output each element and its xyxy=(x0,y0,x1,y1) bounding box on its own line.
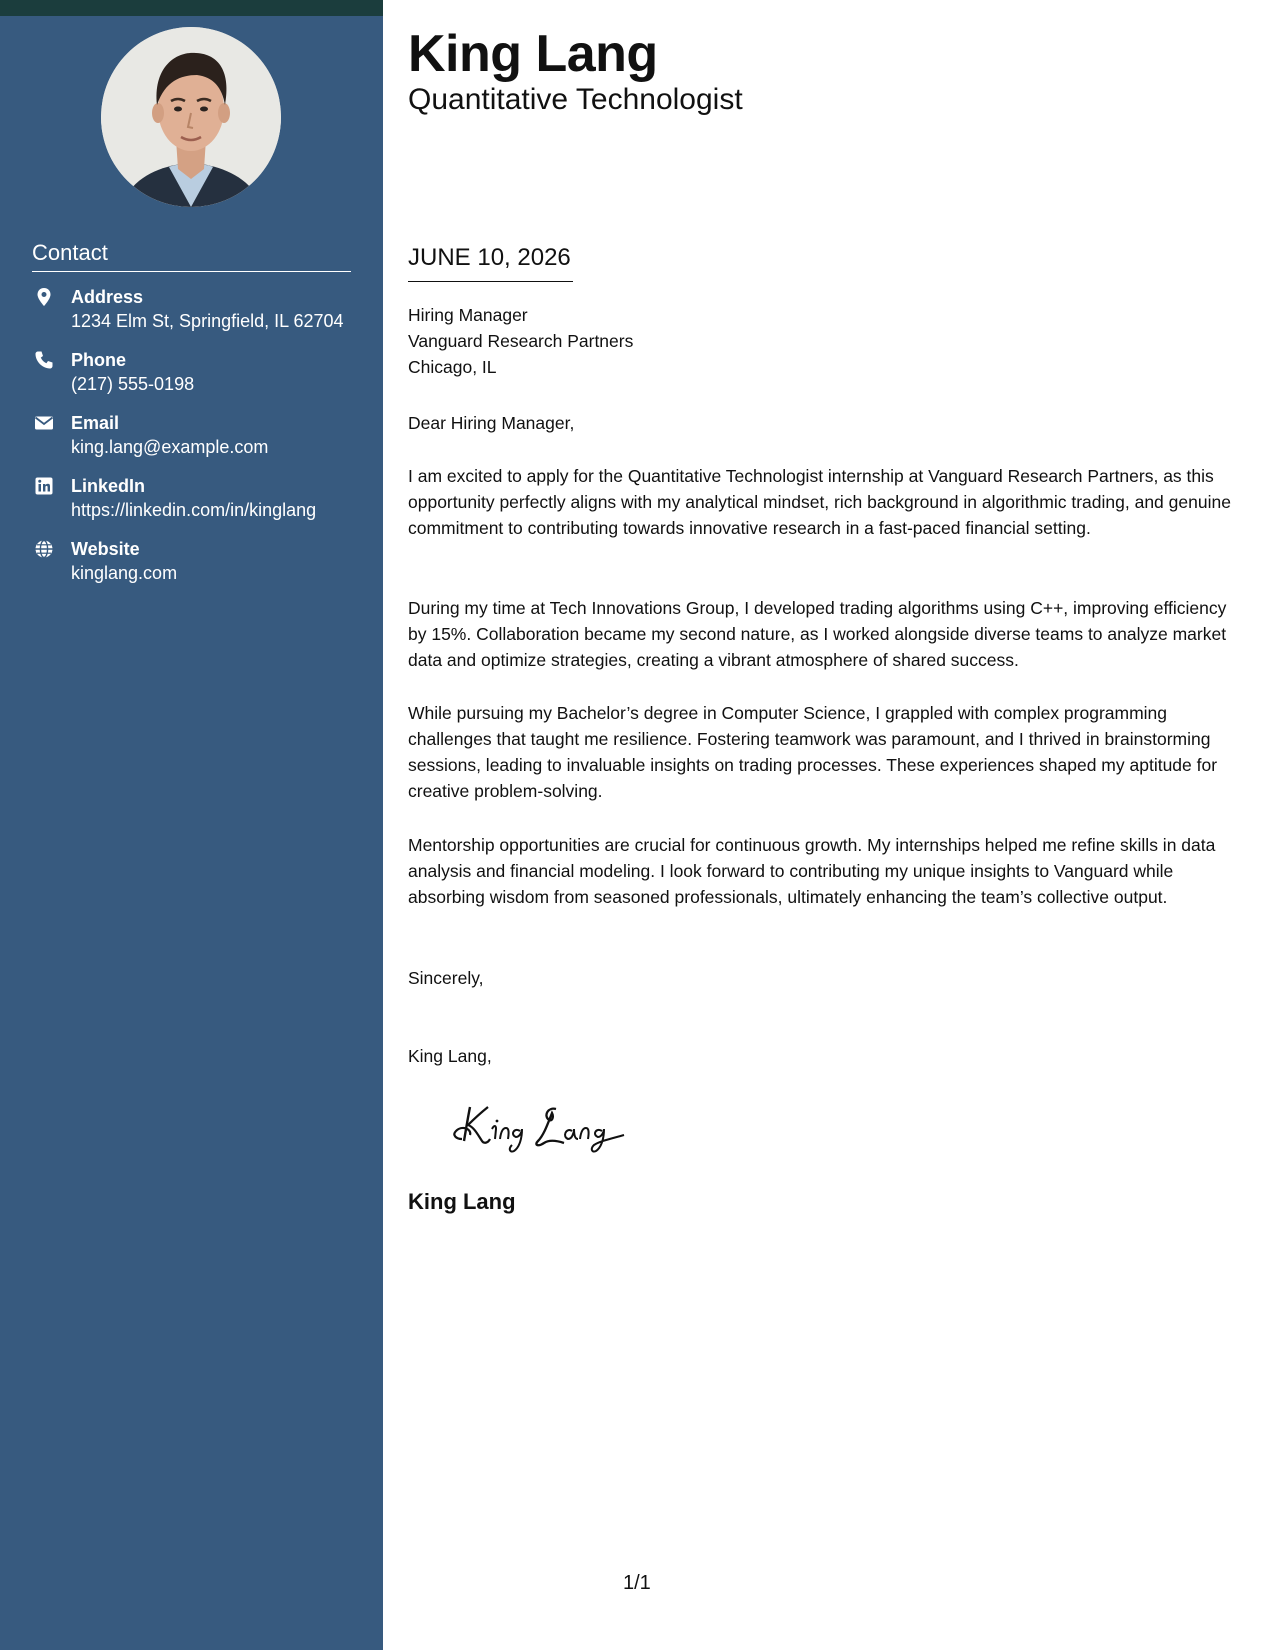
date-underline xyxy=(408,281,573,282)
closing: Sincerely, xyxy=(408,968,484,988)
contact-item-linkedin xyxy=(32,473,362,536)
letter-date: JUNE 10, 2026 xyxy=(408,244,571,271)
signed-name: King Lang xyxy=(408,1189,516,1214)
contact-item-address xyxy=(32,284,362,347)
recipient-line: Vanguard Research Partners xyxy=(408,331,634,351)
recipient-line: Hiring Manager xyxy=(408,305,528,325)
contact-label: LinkedIn xyxy=(71,476,146,496)
contact-item-website xyxy=(32,536,362,599)
contact-value-website[interactable]: kinglang.com xyxy=(71,563,178,583)
avatar xyxy=(101,27,281,207)
phone-icon xyxy=(34,350,54,370)
letter-paragraph: While pursuing my Bachelor’s degree in Computer Science, I grappled with complex programming challenges that taught me resilience. Fostering teamwork was paramount, and I thrived in brainstorming sessions, leading to invaluable insights on trading processes. These experiences shaped my aptitude for creative problem-solving. xyxy=(408,703,1218,801)
contact-list xyxy=(32,284,362,599)
greeting: Dear Hiring Manager, xyxy=(408,413,575,433)
envelope-icon xyxy=(34,413,54,433)
signoff: King Lang, xyxy=(408,1046,492,1066)
contact-value-phone: (217) 555-0198 xyxy=(71,374,195,394)
contact-value-linkedin[interactable]: https://linkedin.com/in/kinglang xyxy=(71,500,317,520)
letter-paragraph: I am excited to apply for the Quantitative Technologist internship at Vanguard Research Partners, as this opportunity perfectly aligns with my analytical mindset, rich background in algorithmic trading, and genuine commitment to contributing towards innovative research in a fast-paced financial setting. xyxy=(408,466,1231,538)
contact-value-email: king.lang@example.com xyxy=(71,437,269,457)
applicant-name: King Lang xyxy=(408,25,658,83)
sidebar xyxy=(0,0,383,1650)
contact-item-email xyxy=(32,410,362,473)
recipient-block xyxy=(408,302,1248,380)
contact-divider xyxy=(32,271,351,272)
profile-photo-icon xyxy=(101,27,281,207)
contact-label: Address xyxy=(71,287,144,307)
sidebar-top-bar xyxy=(0,0,383,16)
applicant-role: Quantitative Technologist xyxy=(408,83,743,116)
contact-label: Phone xyxy=(71,350,127,370)
contact-heading: Contact xyxy=(32,240,108,265)
signature-icon xyxy=(448,1095,638,1155)
contact-value-address: 1234 Elm St, Springfield, IL 62704 xyxy=(71,311,344,331)
handwritten-signature xyxy=(448,1095,638,1155)
contact-item-phone xyxy=(32,347,362,410)
globe-icon xyxy=(34,539,54,559)
contact-label: Email xyxy=(71,413,120,433)
recipient-line: Chicago, IL xyxy=(408,357,497,377)
contact-label: Website xyxy=(71,539,140,559)
linkedin-icon xyxy=(34,476,54,496)
map-pin-icon xyxy=(34,287,54,307)
letter-paragraph: During my time at Tech Innovations Group, I developed trading algorithms using C++, improving efficiency by 15%. Collaboration became my second nature, as I worked alongside diverse teams to analyze market data and optimize strategies, creating a vibrant atmosphere of shared success. xyxy=(408,598,1227,670)
letter-paragraph: Mentorship opportunities are crucial for continuous growth. My internships helped me refine skills in data analysis and financial modeling. I look forward to contributing my unique insights to Vanguard while absorbing wisdom from seasoned professionals, ultimately enhancing the team’s collective output. xyxy=(408,835,1216,907)
page-number: 1/1 xyxy=(623,1572,651,1594)
